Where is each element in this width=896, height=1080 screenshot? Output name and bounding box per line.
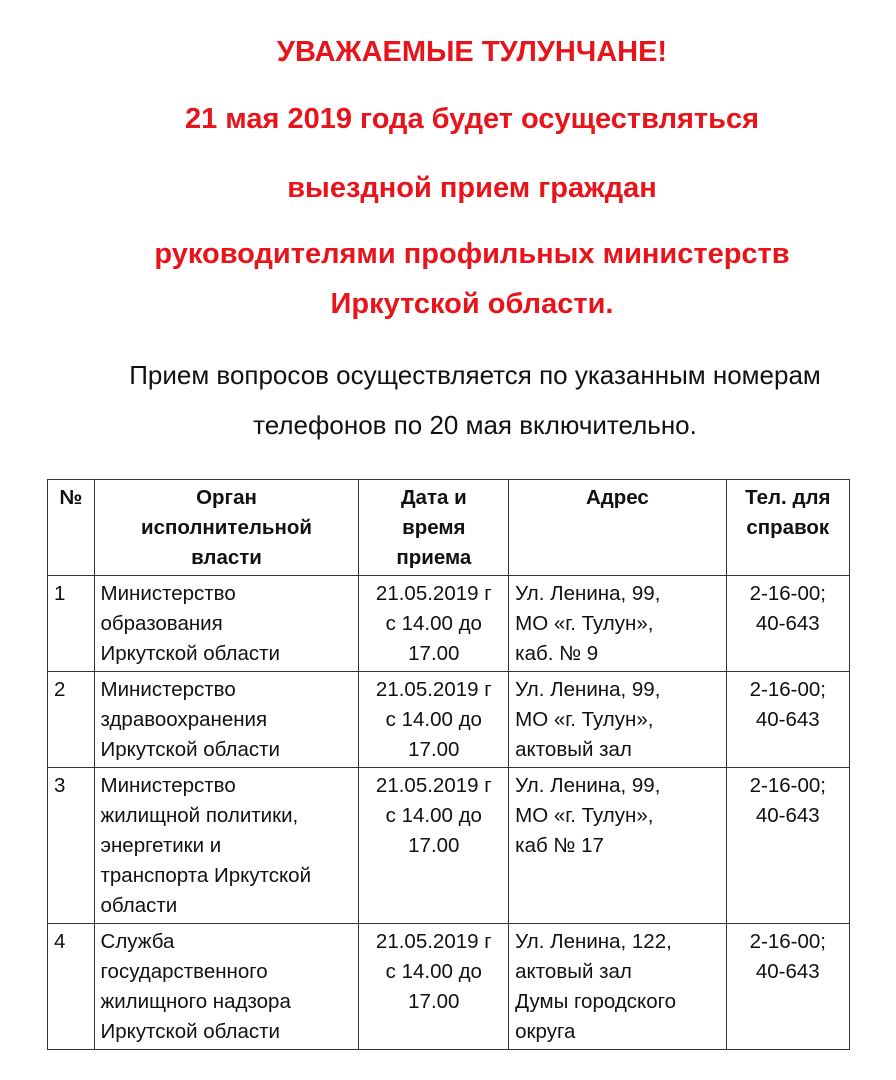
- row-phone: 2-16-00; 40-643: [726, 672, 849, 768]
- table-row: [48, 924, 850, 1050]
- row-number: 4: [48, 924, 95, 1050]
- row-number: 3: [48, 768, 95, 924]
- header-address: Адрес: [509, 480, 726, 576]
- row-organization: Министерство образования Иркутской области: [94, 576, 359, 672]
- announcement-line-3: выездной прием граждан: [287, 172, 657, 204]
- row-date-time: 21.05.2019 г с 14.00 до 17.00: [359, 924, 509, 1050]
- header-phone: Тел. для справок: [726, 480, 849, 576]
- reception-schedule-table: [47, 479, 850, 1050]
- row-organization: Министерство здравоохранения Иркутской области: [94, 672, 359, 768]
- row-organization: Служба государственного жилищного надзора Иркутской области: [94, 924, 359, 1050]
- row-organization: Министерство жилищной политики, энергетики и транспорта Иркутской области: [94, 768, 359, 924]
- header-number: №: [48, 480, 95, 576]
- intro-line-2: телефонов по 20 мая включительно.: [253, 410, 697, 440]
- row-date-time: 21.05.2019 г с 14.00 до 17.00: [359, 672, 509, 768]
- row-number: 2: [48, 672, 95, 768]
- row-address: Ул. Ленина, 122, актовый зал Думы городского округа: [509, 924, 726, 1050]
- announcement-line-5: Иркутской области.: [330, 288, 614, 320]
- table-row: [48, 672, 850, 768]
- row-phone: 2-16-00; 40-643: [726, 924, 849, 1050]
- announcement-date-line: 21 мая 2019 года будет осуществляться: [184, 103, 760, 135]
- intro-line-1: Прием вопросов осуществляется по указанным номерам: [129, 360, 821, 390]
- row-address: Ул. Ленина, 99, МО «г. Тулун», каб. № 9: [509, 576, 726, 672]
- row-phone: 2-16-00; 40-643: [726, 768, 849, 924]
- row-phone: 2-16-00; 40-643: [726, 576, 849, 672]
- row-number: 1: [48, 576, 95, 672]
- table-row: [48, 768, 850, 924]
- header-date-time: Дата и время приема: [359, 480, 509, 576]
- header-organization: Орган исполнительной власти: [94, 480, 359, 576]
- row-date-time: 21.05.2019 г с 14.00 до 17.00: [359, 768, 509, 924]
- announcement-line-4: руководителями профильных министерств: [154, 238, 790, 270]
- row-date-time: 21.05.2019 г с 14.00 до 17.00: [359, 576, 509, 672]
- row-address: Ул. Ленина, 99, МО «г. Тулун», актовый зал: [509, 672, 726, 768]
- intro-paragraph: [40, 350, 896, 450]
- table-row: [48, 576, 850, 672]
- announcement-title: УВАЖАЕМЫЕ ТУЛУНЧАНЕ!: [276, 36, 668, 68]
- table-header-row: [48, 480, 850, 576]
- row-address: Ул. Ленина, 99, МО «г. Тулун», каб № 17: [509, 768, 726, 924]
